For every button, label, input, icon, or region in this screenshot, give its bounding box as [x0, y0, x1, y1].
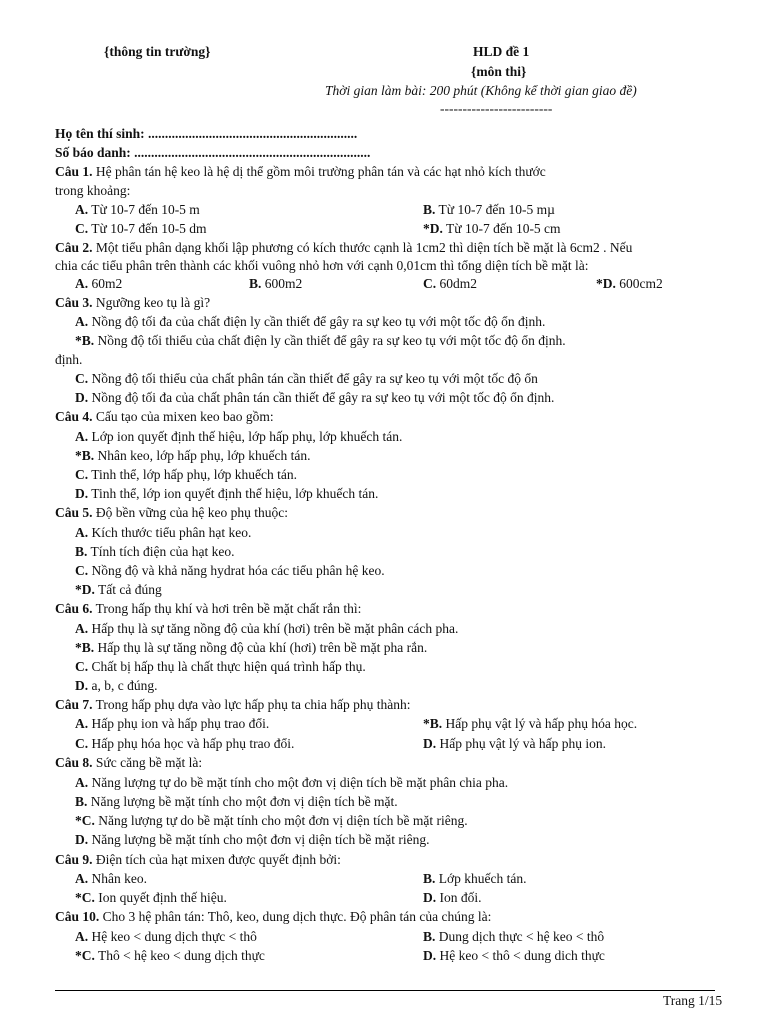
option-key: C.: [75, 467, 89, 482]
q10-option-c: [75, 948, 265, 964]
option-key: A.: [75, 621, 89, 636]
q6-option-c: [75, 659, 366, 675]
option-key: C.: [75, 221, 89, 236]
q2-option-c: [423, 276, 477, 292]
option-text: Nồng độ tối đa của chất điện ly cần thiết để gây ra sự keo tụ với một tốc độ ổn định.: [91, 314, 546, 329]
option-key: B.: [75, 544, 88, 559]
q3-option-d: [75, 390, 554, 406]
footer-rule: [55, 990, 715, 991]
option-text: Từ 10-7 đến 10-5 mµ: [438, 202, 555, 217]
q4-option-d: [75, 486, 378, 502]
question-number: Câu 8.: [55, 755, 93, 770]
option-text: Nồng độ và khả năng hydrat hóa các tiểu phân hệ keo.: [91, 563, 385, 578]
q2-option-d: [596, 276, 663, 292]
question-2-wrap: chia các tiểu phân trên thành các khối vuông nhỏ hơn với cạnh 0,01cm thì tổng diện tích bề mặt là:: [55, 258, 589, 273]
option-key: D.: [423, 890, 437, 905]
question-7: [55, 697, 410, 713]
question-number: Câu 3.: [55, 295, 93, 310]
question-text: Trong hấp phụ dựa vào lực hấp phụ ta chia hấp phụ thành:: [95, 697, 411, 712]
student-name-label: Họ tên thí sinh:: [55, 126, 145, 141]
option-key: B.: [75, 794, 88, 809]
option-text: Năng lượng bề mặt tính cho một đơn vị diện tích bề mặt.: [90, 794, 398, 809]
option-key: A.: [75, 276, 89, 291]
option-text: 60dm2: [439, 276, 478, 291]
option-key: C.: [75, 371, 89, 386]
question-number: Câu 9.: [55, 852, 93, 867]
option-key: A.: [75, 525, 89, 540]
q10-option-b: [423, 929, 604, 945]
q9-option-b: [423, 871, 527, 887]
question-number: Câu 6.: [55, 601, 93, 616]
option-key: *D.: [423, 221, 443, 236]
q7-option-a: [75, 716, 269, 732]
option-text: Ion đối.: [439, 890, 482, 905]
option-text: Ion quyết định thế hiệu.: [98, 890, 227, 905]
option-key: A.: [75, 775, 89, 790]
option-key: A.: [75, 314, 89, 329]
q4-option-b: [75, 448, 311, 464]
option-key: D.: [75, 678, 89, 693]
option-key: *B.: [75, 640, 95, 655]
q10-option-a: [75, 929, 257, 945]
option-key: *D.: [75, 582, 95, 597]
question-text: Điện tích của hạt mixen được quyết định bởi:: [95, 852, 341, 867]
option-key: C.: [423, 276, 437, 291]
question-3: [55, 295, 210, 311]
q9-option-c: [75, 890, 227, 906]
option-key: D.: [423, 736, 437, 751]
option-key: D.: [75, 390, 89, 405]
question-1-wrap: trong khoảng:: [55, 183, 131, 198]
q3-option-b-wrap: định.: [55, 352, 83, 367]
question-6: [55, 601, 361, 617]
q2-option-b: [249, 276, 302, 292]
question-4: [55, 409, 274, 425]
question-number: Câu 7.: [55, 697, 93, 712]
option-text: Kích thước tiểu phân hạt keo.: [91, 525, 252, 540]
option-text: Nhân keo.: [91, 871, 147, 886]
option-key: *B.: [75, 333, 95, 348]
option-text: Tất cả đúng: [98, 582, 162, 597]
question-number: Câu 10.: [55, 909, 100, 924]
option-text: Tinh thể, lớp hấp phụ, lớp khuếch tán.: [91, 467, 298, 482]
option-text: Lớp khuếch tán.: [438, 871, 527, 886]
q3-option-b: [75, 333, 566, 349]
option-text: Hệ keo < dung dịch thực < thô: [91, 929, 257, 944]
question-text: Trong hấp thụ khí và hơi trên bề mặt chất rắn thì:: [95, 601, 362, 616]
option-text: Hệ keo < thô < dung dich thực: [439, 948, 605, 963]
option-text: Năng lượng bề mặt tính cho một đơn vị diện tích bề mặt riêng.: [91, 832, 430, 847]
student-id-label: Số báo danh:: [55, 145, 131, 160]
q3-option-a: [75, 314, 545, 330]
option-text: Từ 10-7 đến 10-5 dm: [91, 221, 207, 236]
option-key: *B.: [423, 716, 443, 731]
student-id-line: [55, 145, 370, 161]
question-number: Câu 5.: [55, 505, 93, 520]
option-text: a, b, c đúng.: [91, 678, 158, 693]
q4-option-a: [75, 429, 402, 445]
option-key: *C.: [75, 813, 95, 828]
q7-option-c: [75, 736, 294, 752]
exam-code: HLD đề 1: [473, 44, 530, 59]
option-text: Lớp ion quyết định thế hiệu, lớp hấp phụ, lớp khuếch tán.: [91, 429, 403, 444]
question-2: [55, 240, 632, 256]
option-text: Năng lượng tự do bề mặt tính cho một đơn vị diện tích bề mặt riêng.: [98, 813, 468, 828]
q1-option-a: [75, 202, 200, 218]
q5-option-c: [75, 563, 385, 579]
option-key: *D.: [596, 276, 616, 291]
question-10: [55, 909, 491, 925]
q5-option-b: [75, 544, 234, 560]
student-name-dots: ..............................................................: [148, 126, 358, 141]
question-1: [55, 164, 546, 180]
option-text: Dung dịch thực < hệ keo < thô: [438, 929, 605, 944]
question-8: [55, 755, 202, 771]
option-text: Nồng độ tối thiểu của chất điện ly cần thiết để gây ra sự keo tụ với một tốc độ ổn định.: [97, 333, 566, 348]
option-text: Hấp thụ là sự tăng nồng độ của khí (hơi) trên bề mặt pha rắn.: [97, 640, 428, 655]
option-key: B.: [423, 871, 436, 886]
q6-option-d: [75, 678, 157, 694]
option-key: A.: [75, 429, 89, 444]
question-number: Câu 4.: [55, 409, 93, 424]
question-text: Độ bền vững của hệ keo phụ thuộc:: [95, 505, 289, 520]
header-divider: -------------------------: [440, 101, 553, 116]
page-number: Trang 1/15: [663, 993, 723, 1008]
option-text: Hấp phụ ion và hấp phụ trao đổi.: [91, 716, 270, 731]
subject: {môn thi}: [471, 64, 527, 79]
question-9: [55, 852, 341, 868]
option-text: Nồng độ tối thiểu của chất phân tán cần thiết để gây ra sự keo tụ với một tốc độ ổn: [91, 371, 538, 386]
q8-option-b: [75, 794, 398, 810]
question-text: Cho 3 hệ phân tán: Thô, keo, dung dịch thực. Độ phân tán của chúng là:: [102, 909, 492, 924]
option-key: A.: [75, 871, 89, 886]
question-text: Cấu tạo của mixen keo bao gồm:: [95, 409, 274, 424]
option-text: Hấp phụ vật lý và hấp phụ hóa học.: [445, 716, 638, 731]
q8-option-d: [75, 832, 430, 848]
question-number: Câu 2.: [55, 240, 93, 255]
time-note: Thời gian làm bài: 200 phút (Không kể thời gian giao đề): [325, 83, 637, 98]
option-text: Hấp phụ vật lý và hấp phụ ion.: [439, 736, 606, 751]
question-text: Hệ phân tán hệ keo là hệ dị thể gồm môi trường phân tán và các hạt nhỏ kích thước: [95, 164, 546, 179]
option-key: A.: [75, 929, 89, 944]
q3-option-c: [75, 371, 538, 387]
option-text: Tính tích điện của hạt keo.: [90, 544, 235, 559]
option-text: 600cm2: [619, 276, 663, 291]
student-name-line: [55, 126, 357, 142]
option-key: B.: [423, 202, 436, 217]
q6-option-b: [75, 640, 427, 656]
option-text: Từ 10-7 đến 10-5 cm: [446, 221, 561, 236]
q9-option-d: [423, 890, 482, 906]
option-text: Nồng độ tối đa của chất phân tán cần thiết để gây ra sự keo tụ với một tốc độ ổn định.: [91, 390, 555, 405]
option-key: *B.: [75, 448, 95, 463]
q10-option-d: [423, 948, 605, 964]
option-text: Chất bị hấp thụ là chất thực hiện quá trình hấp thụ.: [91, 659, 366, 674]
q1-option-d: [423, 221, 561, 237]
option-key: D.: [75, 486, 89, 501]
q8-option-c: [75, 813, 468, 829]
option-text: Nhân keo, lớp hấp phụ, lớp khuếch tán.: [97, 448, 311, 463]
option-key: B.: [423, 929, 436, 944]
option-text: Hấp phụ hóa học và hấp phụ trao đổi.: [91, 736, 295, 751]
q2-option-a: [75, 276, 122, 292]
q6-option-a: [75, 621, 458, 637]
option-text: Năng lượng tự do bề mặt tính cho một đơn vị diện tích bề mặt phân chia pha.: [91, 775, 509, 790]
q9-option-a: [75, 871, 147, 887]
school-info: {thông tin trường}: [104, 44, 211, 59]
q5-option-a: [75, 525, 251, 541]
option-key: A.: [75, 716, 89, 731]
option-text: Thô < hệ keo < dung dịch thực: [98, 948, 265, 963]
question-text: Ngưỡng keo tụ là gì?: [95, 295, 211, 310]
option-key: D.: [423, 948, 437, 963]
question-text: Sức căng bề mặt là:: [95, 755, 203, 770]
option-key: C.: [75, 659, 89, 674]
q8-option-a: [75, 775, 508, 791]
option-text: Hấp thụ là sự tăng nồng độ của khí (hơi) trên bề mặt phân cách pha.: [91, 621, 459, 636]
q7-option-b: [423, 716, 637, 732]
option-key: *C.: [75, 948, 95, 963]
option-text: Tinh thể, lớp ion quyết định thế hiệu, lớp khuếch tán.: [91, 486, 379, 501]
option-key: *C.: [75, 890, 95, 905]
q1-option-b: [423, 202, 555, 218]
q5-option-d: [75, 582, 162, 598]
option-text: Từ 10-7 đến 10-5 m: [91, 202, 200, 217]
option-text: 60m2: [91, 276, 123, 291]
question-5: [55, 505, 288, 521]
q7-option-d: [423, 736, 606, 752]
question-text: Một tiểu phân dạng khối lập phương có kích thước cạnh là 1cm2 thì diện tích bề mặt là 6cm2 . Nếu: [95, 240, 633, 255]
option-key: B.: [249, 276, 262, 291]
option-key: D.: [75, 832, 89, 847]
student-id-dots: ......................................................................: [134, 145, 371, 160]
option-key: C.: [75, 736, 89, 751]
q4-option-c: [75, 467, 297, 483]
option-key: A.: [75, 202, 89, 217]
q1-option-c: [75, 221, 207, 237]
option-text: 600m2: [264, 276, 303, 291]
option-key: C.: [75, 563, 89, 578]
question-number: Câu 1.: [55, 164, 93, 179]
